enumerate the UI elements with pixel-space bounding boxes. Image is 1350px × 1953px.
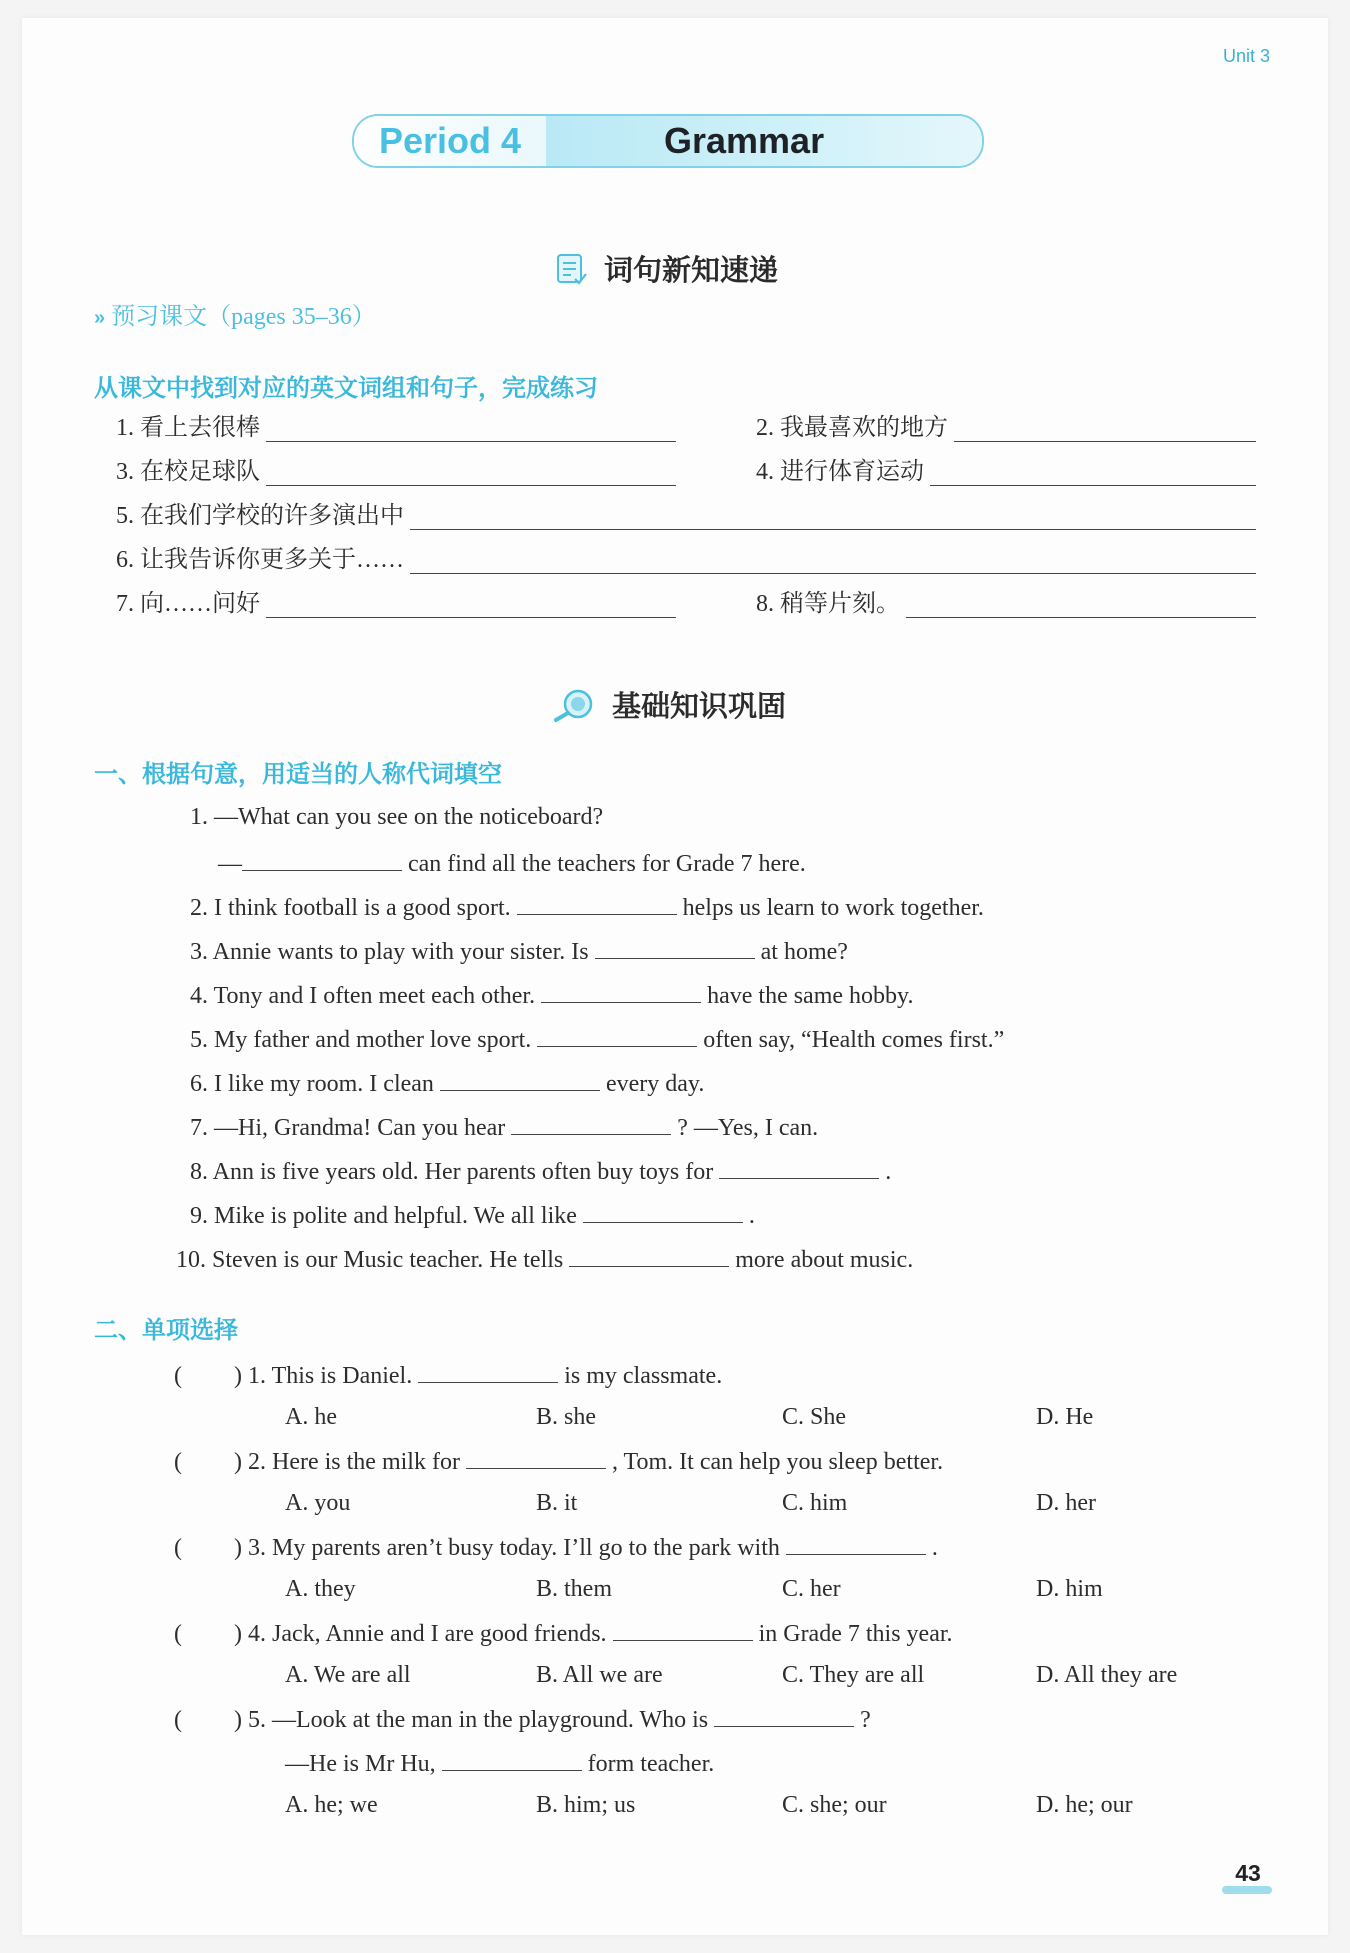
preview-text: 预习课文（pages 35–36） [111,304,376,330]
phrase-item-7 [116,584,676,618]
double-chevron-icon: » [94,307,106,329]
mc1-option-b[interactable]: B. she [536,1404,596,1430]
phrase-label: 5. 在我们学校的许多演出中 [116,503,404,529]
topic-label: Grammar [546,116,982,166]
mc1-option-d[interactable]: D. He [1036,1404,1094,1430]
answer-blank[interactable] [418,1360,558,1383]
phrase-label: 6. 让我告诉你更多关于…… [116,547,404,573]
section-title-basics [552,684,786,725]
mc-question-4: ( ) 4. Jack, Annie and I are good friends. in Grade 7 this year. [174,1618,953,1648]
fill-question-9: 9. Mike is polite and helpful. We all like . [190,1200,755,1230]
page-number-underline [1222,1886,1272,1894]
part1-heading: 一、根据句意，用适当的人称代词填空 [94,760,502,788]
answer-line[interactable] [266,415,676,442]
answer-blank[interactable] [569,1244,729,1267]
mc-question-5-reply: —He is Mr Hu, form teacher. [285,1748,714,1778]
mc3-option-b[interactable]: B. them [536,1576,612,1602]
mc4-option-b[interactable]: B. All we are [536,1662,663,1688]
fill-question-4: 4. Tony and I often meet each other. have the same hobby. [190,980,913,1010]
answer-blank[interactable] [541,980,701,1003]
answer-line[interactable] [930,459,1256,486]
mc5-option-b[interactable]: B. him; us [536,1792,636,1818]
section-title-new-words [554,248,778,289]
mc4-option-d[interactable]: D. All they are [1036,1662,1178,1688]
answer-blank[interactable] [242,848,402,871]
fill-question-5: 5. My father and mother love sport. often say, “Health comes first.” [190,1024,1004,1054]
answer-blank[interactable] [714,1704,854,1727]
mc2-option-b[interactable]: B. it [536,1490,578,1516]
fill-question-2: 2. I think football is a good sport. helps us learn to work together. [190,892,984,922]
mc2-option-c[interactable]: C. him [782,1490,848,1516]
page-number: 43 [1235,1860,1261,1886]
answer-line[interactable] [410,503,1256,530]
mc1-option-a[interactable]: A. he [285,1404,337,1430]
phrase-label: 1. 看上去很棒 [116,415,260,441]
answer-blank[interactable] [786,1532,926,1555]
mc3-option-d[interactable]: D. him [1036,1576,1103,1602]
period-banner [352,114,984,168]
mc5-option-c[interactable]: C. she; our [782,1792,887,1818]
mc4-option-c[interactable]: C. They are all [782,1662,925,1688]
part2-heading: 二、单项选择 [94,1316,238,1344]
mc-question-1: ( ) 1. This is Daniel. is my classmate. [174,1360,722,1390]
fill-question-1: 1. —What can you see on the noticeboard? [190,804,604,830]
fill-question-3: 3. Annie wants to play with your sister. Is at home? [190,936,848,966]
answer-blank[interactable] [517,892,677,915]
phrase-item-8 [756,584,1256,618]
fill-question-1-answer: — can find all the teachers for Grade 7 here. [218,848,806,878]
answer-line[interactable] [906,591,1256,618]
mc2-option-a[interactable]: A. you [285,1490,351,1516]
phrase-label: 3. 在校足球队 [116,459,260,485]
answer-blank[interactable] [583,1200,743,1223]
phrase-label: 2. 我最喜欢的地方 [756,415,948,441]
phrase-item-2 [756,408,1256,442]
period-label: Period 4 [354,116,546,166]
answer-blank[interactable] [440,1068,600,1091]
answer-line[interactable] [410,547,1256,574]
phrase-label: 7. 向……问好 [116,591,260,617]
notebook-icon [554,252,588,286]
answer-line[interactable] [954,415,1256,442]
phrase-item-1 [116,408,676,442]
answer-line[interactable] [266,591,676,618]
answer-blank[interactable] [466,1446,606,1469]
mc5-option-a[interactable]: A. he; we [285,1792,378,1818]
phrase-item-3 [116,452,676,486]
answer-blank[interactable] [719,1156,879,1179]
answer-blank[interactable] [442,1748,582,1771]
fill-question-6: 6. I like my room. I clean every day. [190,1068,704,1098]
phrase-label: 8. 稍等片刻。 [756,591,900,617]
phrase-label: 4. 进行体育运动 [756,459,924,485]
mc4-option-a[interactable]: A. We are all [285,1662,411,1688]
mc3-option-a[interactable]: A. they [285,1576,356,1602]
mc3-option-c[interactable]: C. her [782,1576,841,1602]
section-title-text: 基础知识巩固 [612,689,787,723]
mc-question-3: ( ) 3. My parents aren’t busy today. I’ll go to the park with . [174,1532,938,1562]
mc-question-5: ( ) 5. —Look at the man in the playground. Who is ? [174,1704,871,1734]
phrase-item-6 [116,540,1256,574]
instruction-heading: 从课文中找到对应的英文词组和句子，完成练习 [94,374,598,402]
answer-blank[interactable] [511,1112,671,1135]
magnifier-icon [552,687,596,723]
mc1-option-c[interactable]: C. She [782,1404,847,1430]
phrase-item-4 [756,452,1256,486]
preview-note [94,296,376,331]
answer-line[interactable] [266,459,676,486]
mc5-option-d[interactable]: D. he; our [1036,1792,1133,1818]
mc-question-2: ( ) 2. Here is the milk for , Tom. It can help you sleep better. [174,1446,943,1476]
fill-question-10: 10. Steven is our Music teacher. He tells more about music. [176,1244,913,1274]
section-title-text: 词句新知速递 [604,253,779,287]
phrase-item-5 [116,496,1256,530]
answer-blank[interactable] [537,1024,697,1047]
mc2-option-d[interactable]: D. her [1036,1490,1096,1516]
answer-blank[interactable] [595,936,755,959]
fill-question-8: 8. Ann is five years old. Her parents often buy toys for . [190,1156,891,1186]
answer-blank[interactable] [613,1618,753,1641]
unit-label: Unit 3 [1222,46,1270,66]
fill-question-7: 7. —Hi, Grandma! Can you hear ? —Yes, I can. [190,1112,818,1142]
